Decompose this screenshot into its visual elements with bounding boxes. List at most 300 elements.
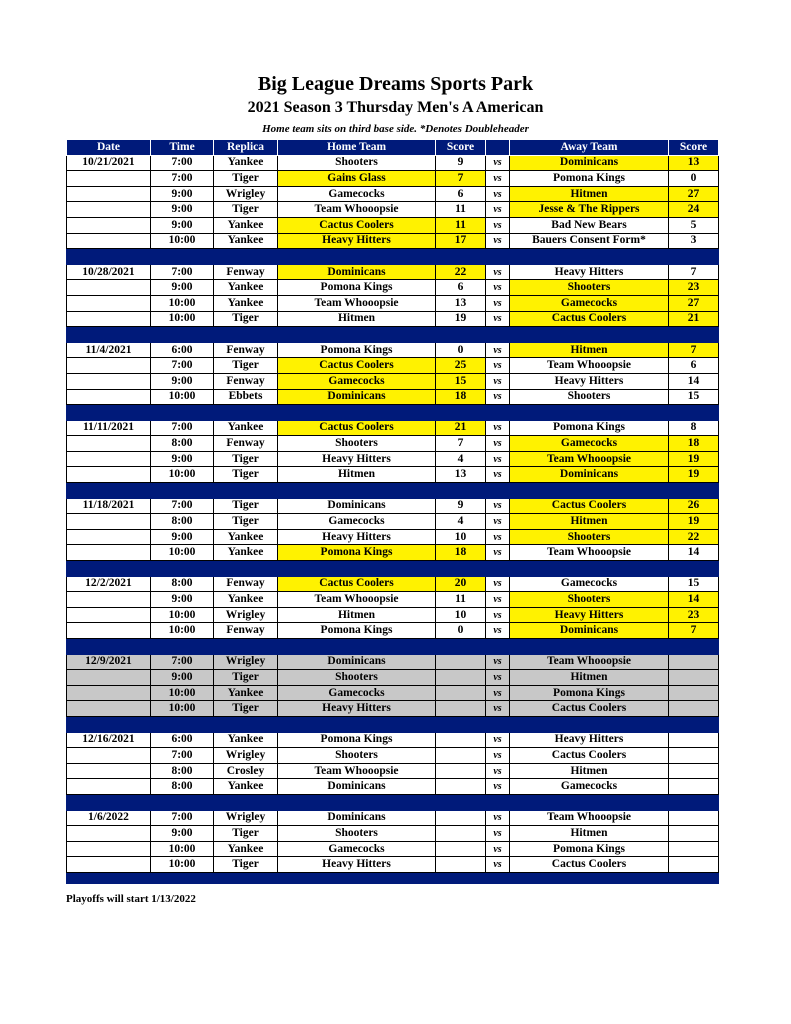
vs-label: vs (486, 701, 510, 717)
vs-label: vs (486, 841, 510, 857)
vs-label: vs (486, 358, 510, 374)
home-team: Gamecocks (278, 514, 436, 530)
away-team: Shooters (510, 592, 669, 608)
game-field: Yankee (214, 529, 278, 545)
separator-cell (486, 794, 510, 810)
game-time: 9:00 (151, 217, 214, 233)
away-team: Heavy Hitters (510, 264, 669, 280)
game-date: 10/28/2021 (67, 264, 151, 280)
home-score (436, 841, 486, 857)
col-header-away-team: Away Team (510, 140, 669, 156)
week-separator (67, 561, 719, 577)
separator-cell (214, 639, 278, 655)
separator-cell (151, 639, 214, 655)
game-time: 10:00 (151, 233, 214, 249)
separator-cell (214, 561, 278, 577)
game-row (67, 529, 719, 545)
game-date (67, 826, 151, 842)
home-score: 9 (436, 498, 486, 514)
separator-cell (151, 483, 214, 499)
vs-label: vs (486, 810, 510, 826)
game-date (67, 358, 151, 374)
home-score: 18 (436, 545, 486, 561)
separator-cell (214, 483, 278, 499)
game-field: Yankee (214, 592, 278, 608)
home-team: Pomona Kings (278, 545, 436, 561)
col-header-away-score: Score (669, 140, 719, 156)
away-team: Dominicans (510, 623, 669, 639)
game-row (67, 280, 719, 296)
away-score (669, 732, 719, 748)
game-field: Yankee (214, 233, 278, 249)
vs-label: vs (486, 171, 510, 187)
game-field: Wrigley (214, 654, 278, 670)
home-team: Dominicans (278, 389, 436, 405)
game-time: 9:00 (151, 202, 214, 218)
vs-label: vs (486, 670, 510, 686)
separator-cell (214, 327, 278, 343)
home-team: Cactus Coolers (278, 358, 436, 374)
game-field: Tiger (214, 498, 278, 514)
separator-cell (214, 716, 278, 732)
separator-cell (436, 872, 486, 883)
separator-cell (67, 872, 151, 883)
away-score: 19 (669, 514, 719, 530)
home-team: Gamecocks (278, 841, 436, 857)
game-row (67, 857, 719, 873)
separator-cell (67, 716, 151, 732)
away-score: 14 (669, 592, 719, 608)
away-score: 21 (669, 311, 719, 327)
game-row (67, 763, 719, 779)
game-field: Fenway (214, 264, 278, 280)
game-row (67, 810, 719, 826)
home-team: Heavy Hitters (278, 529, 436, 545)
away-team: Pomona Kings (510, 685, 669, 701)
separator-cell (510, 716, 669, 732)
separator-cell (510, 249, 669, 265)
away-score: 26 (669, 498, 719, 514)
away-team: Pomona Kings (510, 841, 669, 857)
separator-cell (278, 249, 436, 265)
game-field: Tiger (214, 826, 278, 842)
vs-label: vs (486, 576, 510, 592)
game-time: 9:00 (151, 670, 214, 686)
home-score (436, 857, 486, 873)
game-row (67, 748, 719, 764)
vs-label: vs (486, 529, 510, 545)
vs-label: vs (486, 607, 510, 623)
away-score: 14 (669, 545, 719, 561)
home-team: Shooters (278, 155, 436, 171)
vs-label: vs (486, 514, 510, 530)
home-team: Hitmen (278, 311, 436, 327)
away-score: 13 (669, 155, 719, 171)
game-row (67, 155, 719, 171)
vs-label: vs (486, 748, 510, 764)
away-score (669, 654, 719, 670)
away-team: Shooters (510, 280, 669, 296)
game-date: 12/9/2021 (67, 654, 151, 670)
separator-cell (214, 872, 278, 883)
vs-label: vs (486, 732, 510, 748)
week-separator (67, 794, 719, 810)
home-team: Dominicans (278, 810, 436, 826)
game-row (67, 514, 719, 530)
separator-cell (669, 794, 719, 810)
week-separator (67, 716, 719, 732)
game-row (67, 342, 719, 358)
vs-label: vs (486, 592, 510, 608)
game-date (67, 373, 151, 389)
separator-cell (486, 405, 510, 421)
game-time: 10:00 (151, 685, 214, 701)
game-row (67, 295, 719, 311)
home-score: 7 (436, 436, 486, 452)
home-team: Gains Glass (278, 171, 436, 187)
game-date (67, 217, 151, 233)
home-score: 19 (436, 311, 486, 327)
separator-cell (486, 716, 510, 732)
game-date (67, 857, 151, 873)
game-row (67, 576, 719, 592)
game-row (67, 467, 719, 483)
home-team: Heavy Hitters (278, 857, 436, 873)
away-team: Gamecocks (510, 436, 669, 452)
game-date: 10/21/2021 (67, 155, 151, 171)
away-team: Cactus Coolers (510, 701, 669, 717)
game-time: 10:00 (151, 623, 214, 639)
page-subtitle: 2021 Season 3 Thursday Men's A American (247, 99, 544, 116)
game-date: 11/18/2021 (67, 498, 151, 514)
separator-cell (669, 327, 719, 343)
away-team: Shooters (510, 389, 669, 405)
home-team: Team Whooopsie (278, 295, 436, 311)
game-time: 8:00 (151, 436, 214, 452)
away-team: Team Whooopsie (510, 654, 669, 670)
game-field: Wrigley (214, 607, 278, 623)
separator-cell (151, 249, 214, 265)
home-team: Heavy Hitters (278, 701, 436, 717)
away-team: Cactus Coolers (510, 748, 669, 764)
game-time: 10:00 (151, 607, 214, 623)
game-row (67, 264, 719, 280)
game-time: 7:00 (151, 358, 214, 374)
game-row (67, 389, 719, 405)
game-time: 9:00 (151, 373, 214, 389)
away-team: Cactus Coolers (510, 311, 669, 327)
game-date (67, 233, 151, 249)
home-team: Cactus Coolers (278, 420, 436, 436)
home-team: Cactus Coolers (278, 576, 436, 592)
separator-cell (669, 405, 719, 421)
home-score: 11 (436, 592, 486, 608)
game-field: Tiger (214, 311, 278, 327)
game-row (67, 670, 719, 686)
game-time: 7:00 (151, 810, 214, 826)
away-score: 19 (669, 451, 719, 467)
vs-label: vs (486, 763, 510, 779)
game-field: Tiger (214, 857, 278, 873)
away-team: Team Whooopsie (510, 451, 669, 467)
game-row (67, 623, 719, 639)
game-date (67, 763, 151, 779)
game-date (67, 280, 151, 296)
home-score (436, 701, 486, 717)
separator-cell (436, 639, 486, 655)
game-date (67, 171, 151, 187)
game-date (67, 529, 151, 545)
home-team: Dominicans (278, 498, 436, 514)
away-score: 5 (669, 217, 719, 233)
game-date: 11/11/2021 (67, 420, 151, 436)
vs-label: vs (486, 857, 510, 873)
game-date (67, 841, 151, 857)
separator-cell (486, 561, 510, 577)
game-field: Tiger (214, 514, 278, 530)
game-field: Yankee (214, 779, 278, 795)
game-field: Yankee (214, 420, 278, 436)
game-date (67, 467, 151, 483)
separator-cell (436, 794, 486, 810)
away-score: 19 (669, 467, 719, 483)
home-score: 13 (436, 467, 486, 483)
vs-label: vs (486, 498, 510, 514)
away-team: Team Whooopsie (510, 545, 669, 561)
home-team: Pomona Kings (278, 280, 436, 296)
home-score: 21 (436, 420, 486, 436)
separator-cell (214, 405, 278, 421)
game-time: 10:00 (151, 467, 214, 483)
away-team: Hitmen (510, 514, 669, 530)
away-team: Heavy Hitters (510, 607, 669, 623)
vs-label: vs (486, 186, 510, 202)
game-row (67, 779, 719, 795)
home-team: Shooters (278, 436, 436, 452)
separator-cell (151, 327, 214, 343)
game-row (67, 233, 719, 249)
col-header-time: Time (151, 140, 214, 156)
home-score (436, 670, 486, 686)
home-team: Dominicans (278, 654, 436, 670)
away-score (669, 763, 719, 779)
home-team: Gamecocks (278, 685, 436, 701)
game-field: Yankee (214, 732, 278, 748)
game-date (67, 748, 151, 764)
game-date (67, 592, 151, 608)
vs-label: vs (486, 420, 510, 436)
game-date (67, 514, 151, 530)
home-team: Team Whooopsie (278, 592, 436, 608)
away-score: 7 (669, 342, 719, 358)
away-team: Team Whooopsie (510, 358, 669, 374)
vs-label: vs (486, 155, 510, 171)
game-row (67, 654, 719, 670)
home-score: 10 (436, 607, 486, 623)
home-score (436, 654, 486, 670)
separator-cell (510, 639, 669, 655)
separator-cell (669, 249, 719, 265)
game-time: 9:00 (151, 280, 214, 296)
separator-cell (278, 483, 436, 499)
home-team: Dominicans (278, 779, 436, 795)
game-time: 9:00 (151, 826, 214, 842)
home-team: Dominicans (278, 264, 436, 280)
separator-cell (278, 872, 436, 883)
game-time: 7:00 (151, 748, 214, 764)
separator-cell (67, 639, 151, 655)
away-team: Gamecocks (510, 576, 669, 592)
game-field: Crosley (214, 763, 278, 779)
game-date (67, 186, 151, 202)
home-team: Shooters (278, 826, 436, 842)
home-team: Shooters (278, 670, 436, 686)
game-row (67, 701, 719, 717)
away-team: Gamecocks (510, 779, 669, 795)
separator-cell (278, 561, 436, 577)
game-row (67, 202, 719, 218)
week-separator (67, 327, 719, 343)
separator-cell (436, 249, 486, 265)
header-row (67, 140, 719, 156)
away-score: 27 (669, 295, 719, 311)
away-score: 0 (669, 171, 719, 187)
game-time: 7:00 (151, 264, 214, 280)
game-time: 8:00 (151, 763, 214, 779)
home-team: Gamecocks (278, 186, 436, 202)
separator-cell (278, 794, 436, 810)
separator-cell (510, 483, 669, 499)
game-date (67, 670, 151, 686)
home-score: 13 (436, 295, 486, 311)
game-field: Tiger (214, 467, 278, 483)
game-field: Tiger (214, 171, 278, 187)
away-score (669, 670, 719, 686)
game-date (67, 701, 151, 717)
separator-cell (67, 483, 151, 499)
separator-cell (278, 405, 436, 421)
home-score: 4 (436, 514, 486, 530)
away-team: Hitmen (510, 826, 669, 842)
away-score (669, 857, 719, 873)
game-field: Tiger (214, 701, 278, 717)
home-team: Pomona Kings (278, 342, 436, 358)
home-team: Pomona Kings (278, 623, 436, 639)
game-row (67, 592, 719, 608)
game-row (67, 498, 719, 514)
home-score (436, 826, 486, 842)
away-score: 3 (669, 233, 719, 249)
vs-label: vs (486, 217, 510, 233)
away-score: 6 (669, 358, 719, 374)
game-field: Tiger (214, 451, 278, 467)
week-separator (67, 483, 719, 499)
game-time: 10:00 (151, 545, 214, 561)
game-date (67, 295, 151, 311)
game-date (67, 389, 151, 405)
separator-cell (669, 872, 719, 883)
separator-cell (278, 716, 436, 732)
game-date: 12/16/2021 (67, 732, 151, 748)
separator-cell (151, 872, 214, 883)
separator-cell (486, 639, 510, 655)
game-date (67, 451, 151, 467)
page-title: Big League Dreams Sports Park (257, 73, 534, 95)
home-team: Heavy Hitters (278, 233, 436, 249)
game-field: Fenway (214, 623, 278, 639)
game-time: 6:00 (151, 732, 214, 748)
separator-cell (669, 483, 719, 499)
game-field: Tiger (214, 358, 278, 374)
game-field: Yankee (214, 280, 278, 296)
home-score: 6 (436, 280, 486, 296)
home-team: Cactus Coolers (278, 217, 436, 233)
game-row (67, 436, 719, 452)
home-score: 11 (436, 217, 486, 233)
game-field: Wrigley (214, 186, 278, 202)
game-time: 10:00 (151, 311, 214, 327)
week-separator (67, 249, 719, 265)
home-score: 17 (436, 233, 486, 249)
separator-cell (151, 405, 214, 421)
game-field: Yankee (214, 545, 278, 561)
away-team: Cactus Coolers (510, 498, 669, 514)
vs-label: vs (486, 342, 510, 358)
game-row (67, 841, 719, 857)
game-row (67, 186, 719, 202)
week-separator (67, 639, 719, 655)
away-team: Cactus Coolers (510, 857, 669, 873)
away-score: 22 (669, 529, 719, 545)
game-row (67, 373, 719, 389)
home-score (436, 763, 486, 779)
vs-label: vs (486, 654, 510, 670)
separator-cell (669, 716, 719, 732)
home-score: 9 (436, 155, 486, 171)
game-field: Fenway (214, 576, 278, 592)
game-date: 1/6/2022 (67, 810, 151, 826)
separator-cell (436, 716, 486, 732)
vs-label: vs (486, 264, 510, 280)
vs-label: vs (486, 779, 510, 795)
away-team: Hitmen (510, 186, 669, 202)
col-header-date: Date (67, 140, 151, 156)
away-team: Shooters (510, 529, 669, 545)
playoffs-note: Playoffs will start 1/13/2022 (66, 893, 196, 905)
separator-cell (214, 794, 278, 810)
away-score (669, 841, 719, 857)
home-score: 4 (436, 451, 486, 467)
game-date (67, 311, 151, 327)
game-time: 9:00 (151, 186, 214, 202)
vs-label: vs (486, 373, 510, 389)
vs-label: vs (486, 467, 510, 483)
game-date: 11/4/2021 (67, 342, 151, 358)
separator-cell (436, 405, 486, 421)
game-date (67, 436, 151, 452)
game-time: 7:00 (151, 155, 214, 171)
away-team: Gamecocks (510, 295, 669, 311)
game-date (67, 202, 151, 218)
away-score (669, 685, 719, 701)
separator-cell (510, 327, 669, 343)
game-time: 7:00 (151, 654, 214, 670)
home-score (436, 810, 486, 826)
away-score: 23 (669, 607, 719, 623)
col-header-replica: Replica (214, 140, 278, 156)
separator-cell (669, 561, 719, 577)
away-score (669, 779, 719, 795)
